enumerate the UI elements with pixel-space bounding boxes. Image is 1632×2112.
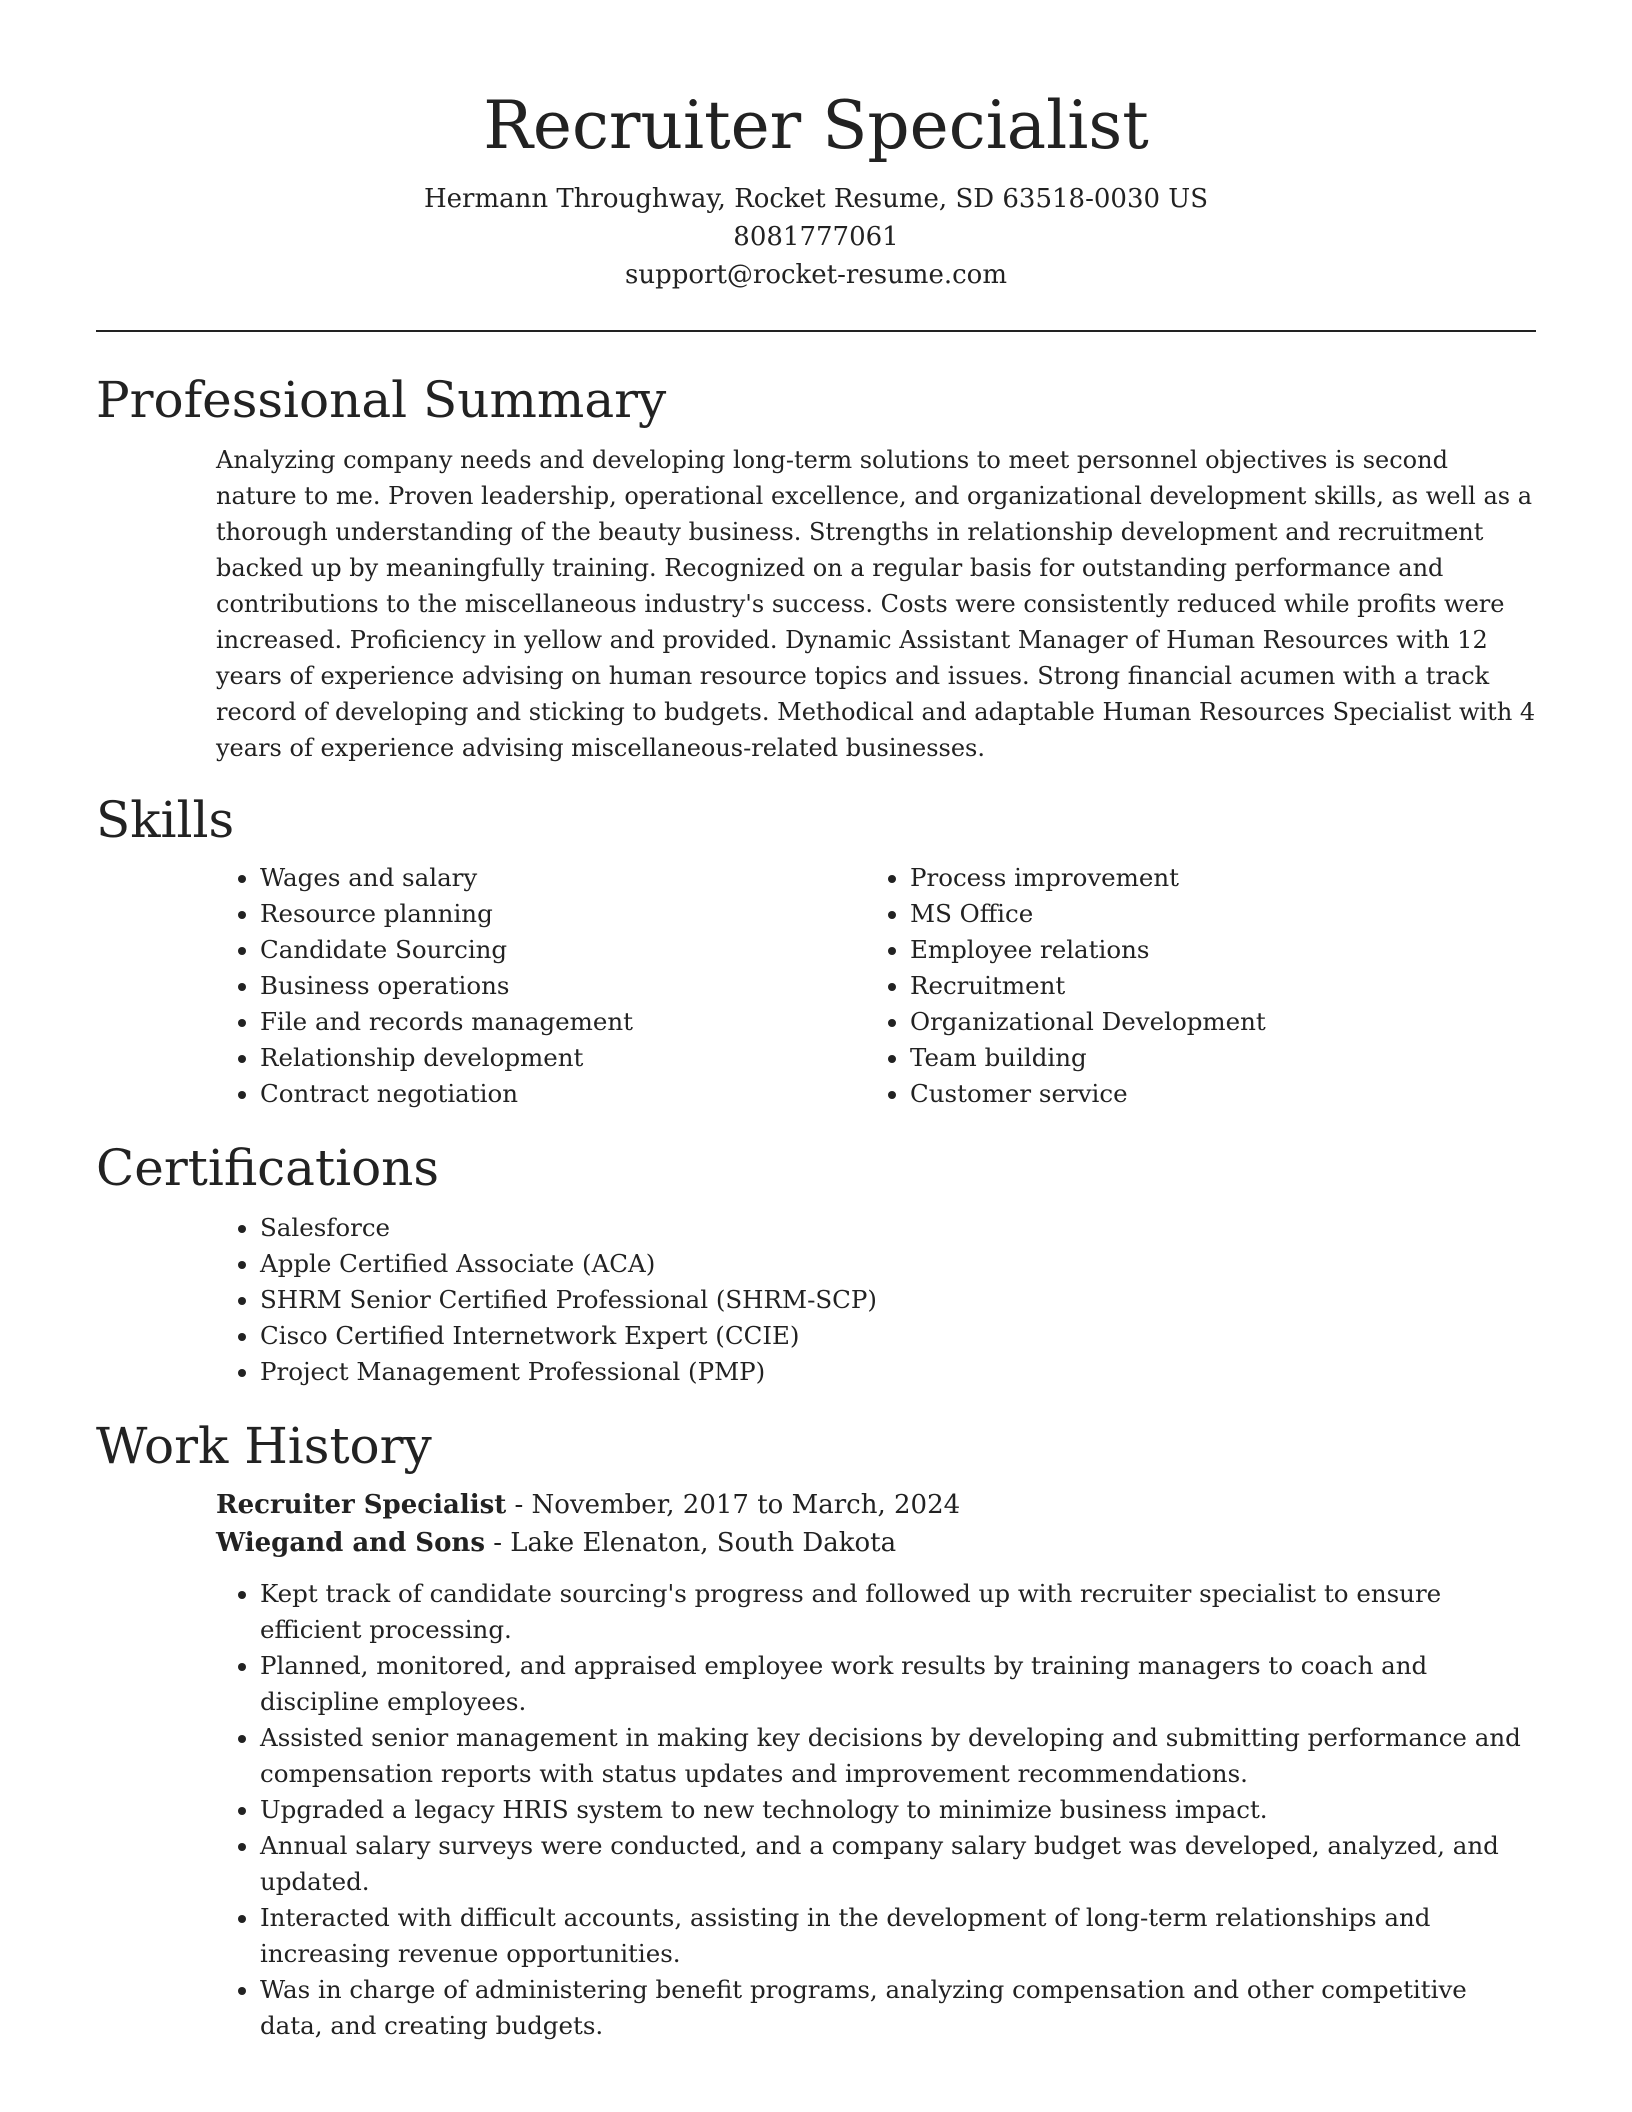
job-entry	[216, 1486, 1536, 2044]
contact-info	[96, 180, 1536, 294]
work-history-heading: Work History	[96, 1417, 432, 1475]
certification-item: • Cisco Certified Internetwork Expert (CCIE)	[260, 1318, 1536, 1354]
certification-item: • Apple Certified Associate (ACA)	[260, 1246, 1536, 1282]
skill-item: • Process improvement	[910, 860, 1516, 896]
skill-item: • Contract negotiation	[260, 1076, 866, 1112]
summary-text: Analyzing company needs and developing long-term solutions to meet personnel objectives is second nature to me. Proven leadership, operational excellence, and organizational development skills, as well as a thorough understanding of the beauty business. Strengths in relationship development and recruitment backed up by meaningfully training. Recognized on a regular basis for outstanding performance and contributions to the miscellaneous industry's success. Costs were consistently reduced while profits were increased. Proficiency in yellow and provided. Dynamic Assistant Manager of Human Resources with 12 years of experience advising on human resource topics and issues. Strong financial acumen with a track record of developing and sticking to budgets. Methodical and adaptable Human Resources Specialist with 4 years of experience advising miscellaneous-related businesses.	[216, 446, 1536, 762]
job-bullet: • Annual salary surveys were conducted, and a company salary budget was developed, analyzed, and updated.	[260, 1828, 1536, 1900]
job-title-line	[216, 1486, 1536, 1524]
job-bullet: • Interacted with difficult accounts, assisting in the development of long-term relationships and increasing revenue opportunities.	[260, 1900, 1536, 1972]
header-divider	[96, 330, 1536, 332]
skill-item: • Recruitment	[910, 968, 1516, 1004]
skill-item: • Relationship development	[260, 1040, 866, 1076]
skill-item: • Wages and salary	[260, 860, 866, 896]
contact-phone: 8081777061	[733, 222, 899, 252]
skills-grid	[216, 860, 1536, 1112]
skill-item: • Candidate Sourcing	[260, 932, 866, 968]
skills-heading: Skills	[96, 791, 235, 849]
skill-item: • Business operations	[260, 968, 866, 1004]
certifications-heading: Certifications	[96, 1139, 440, 1197]
job-bullet: • Was in charge of administering benefit programs, analyzing compensation and other competitive data, and creating budgets.	[260, 1972, 1536, 2044]
contact-email: support@rocket-resume.com	[624, 260, 1007, 290]
skill-item: • Organizational Development	[910, 1004, 1516, 1040]
resume-header	[96, 0, 1536, 294]
resume-page	[96, 0, 1536, 2044]
contact-address: Hermann Throughway, Rocket Resume, SD 63518-0030 US	[423, 184, 1209, 214]
job-bullet: • Kept track of candidate sourcing's progress and followed up with recruiter specialist to ensure efficient processing.	[260, 1576, 1536, 1648]
certification-item: • Salesforce	[260, 1210, 1536, 1246]
work-history-section	[96, 1416, 1536, 2044]
certifications-body	[216, 1210, 1536, 1390]
summary-section	[96, 370, 1536, 766]
job-bullet: • Planned, monitored, and appraised employee work results by training managers to coach and discipline employees.	[260, 1648, 1536, 1720]
job-company-line	[216, 1524, 1536, 1562]
job-role: Recruiter Specialist	[216, 1490, 507, 1520]
job-bullet: • Upgraded a legacy HRIS system to new technology to minimize business impact.	[260, 1792, 1536, 1828]
job-company: Wiegand and Sons	[216, 1528, 485, 1558]
job-location: - Lake Elenaton, South Dakota	[484, 1528, 897, 1558]
job-dates: - November, 2017 to March, 2024	[506, 1490, 961, 1520]
skill-item: • Team building	[910, 1040, 1516, 1076]
skill-item: • File and records management	[260, 1004, 866, 1040]
skills-section	[96, 790, 1536, 1112]
job-bullet-list	[216, 1576, 1536, 2044]
skills-column-right	[866, 860, 1516, 1112]
skill-item: • Employee relations	[910, 932, 1516, 968]
skill-item: • Resource planning	[260, 896, 866, 932]
certifications-list	[216, 1210, 1536, 1390]
certification-item: • SHRM Senior Certified Professional (SHRM-SCP)	[260, 1282, 1536, 1318]
candidate-title: Recruiter Specialist	[483, 87, 1149, 164]
job-bullet: • Assisted senior management in making key decisions by developing and submitting performance and compensation reports with status updates and improvement recommendations.	[260, 1720, 1536, 1792]
skill-item: • MS Office	[910, 896, 1516, 932]
skills-list-right	[866, 860, 1516, 1112]
skills-column-left	[216, 860, 866, 1112]
certifications-section	[96, 1138, 1536, 1390]
skill-item: • Customer service	[910, 1076, 1516, 1112]
summary-body	[216, 442, 1536, 766]
skills-list-left	[216, 860, 866, 1112]
certification-item: • Project Management Professional (PMP)	[260, 1354, 1536, 1390]
summary-heading: Professional Summary	[96, 371, 667, 429]
